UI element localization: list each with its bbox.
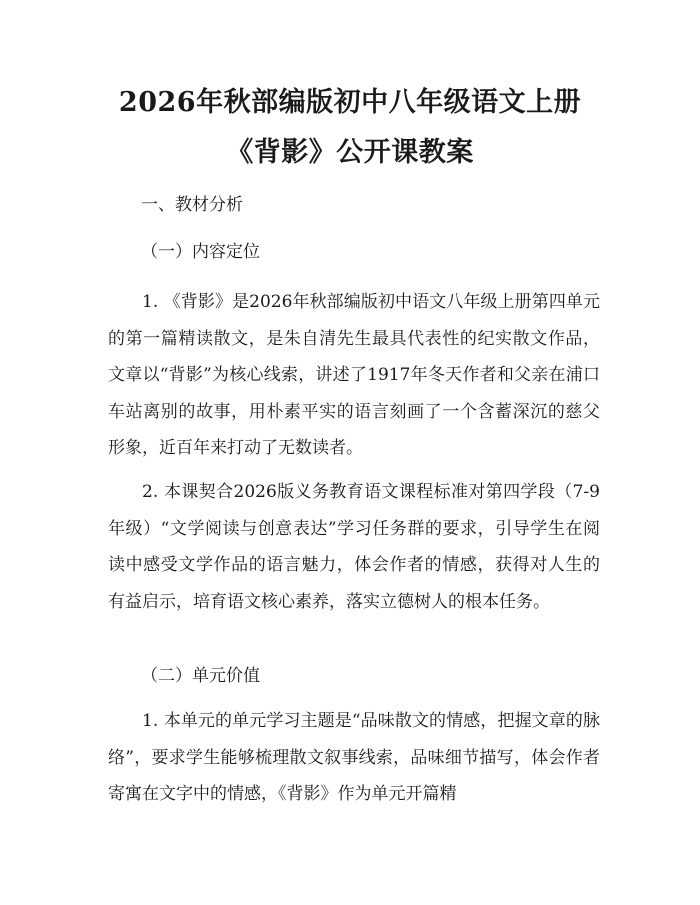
subsection-heading-unit-value: （二）单元价值 bbox=[141, 666, 260, 686]
section-heading-textbook-analysis: 一、教材分析 bbox=[141, 195, 243, 215]
subsection-heading-content-positioning: （一）内容定位 bbox=[141, 242, 260, 262]
paragraph-3: 1. 本单元的单元学习主题是“品味散文的情感，把握文章的脉络”，要求学生能够梳理散文叙事线索，品味细节描写，体会作者寄寓在文字中的情感，《背影》作为单元开篇精 bbox=[108, 711, 600, 804]
paragraph-1: 1. 《背影》是2026年秋部编版初中语文八年级上册第四单元的第一篇精读散文，是朱自清先生最具代表性的纪实散文作品，文章以“背影”为核心线索，讲述了1917年冬天作者和父亲在浦口车站离别的故事，用朴素平实的语言刻画了一个含蓄深沉的慈父形象，近百年来打动了无数读者。 bbox=[108, 292, 600, 458]
document-title: 2026年秋部编版初中八年级语文上册《背影》公开课教案 bbox=[118, 87, 582, 168]
paragraph-2: 2. 本课契合2026版义务教育语文课程标准对第四学段（7-9年级）“文学阅读与创意表达”学习任务群的要求，引导学生在阅读中感受文学作品的语言魅力，体会作者的情感，获得对人生的有益启示，培育语文核心素养，落实立德树人的根本任务。 bbox=[108, 482, 600, 612]
